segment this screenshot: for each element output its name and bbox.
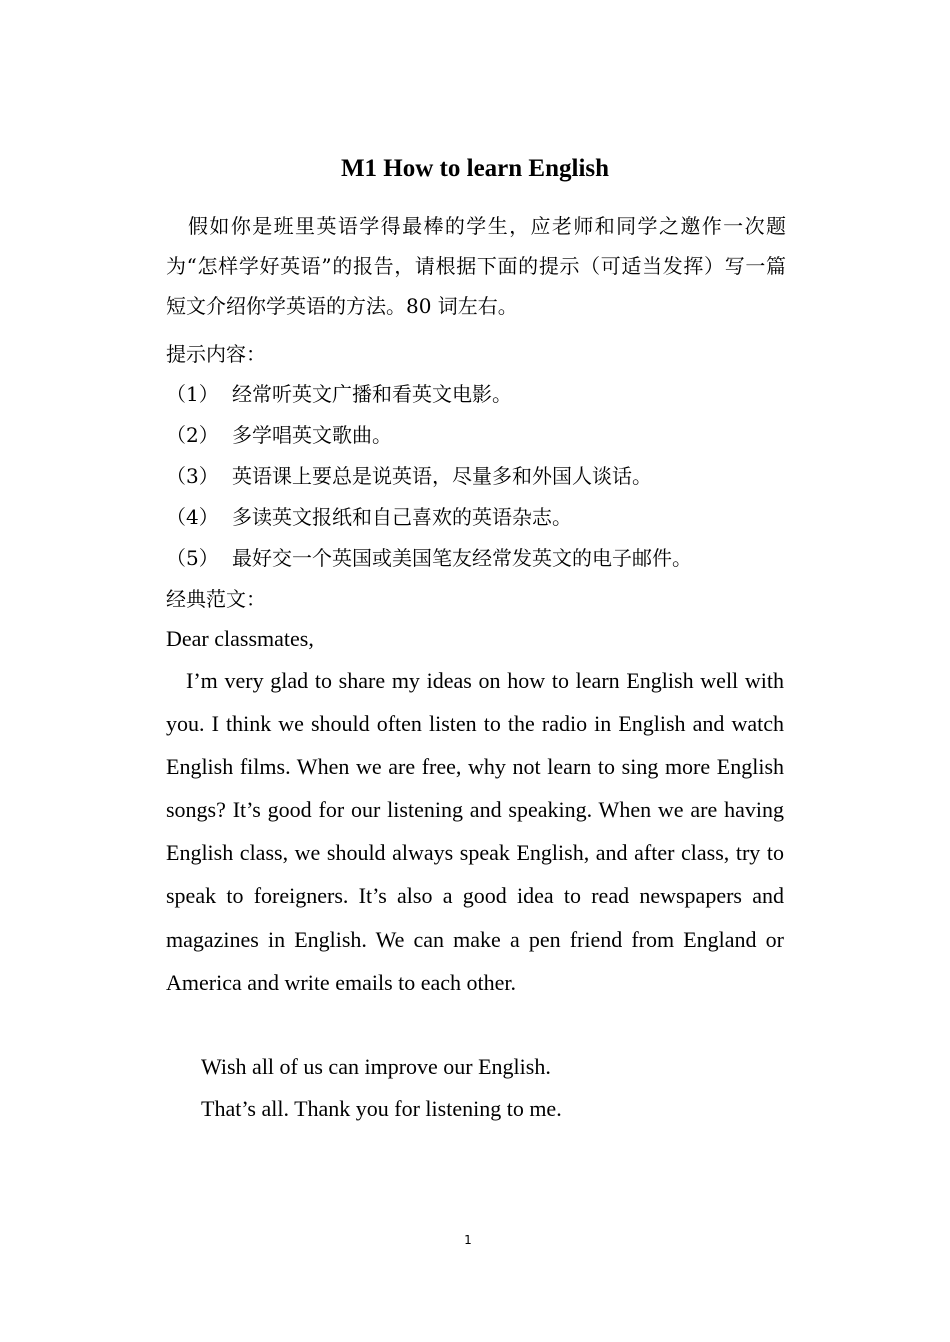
- hint-text: 多学唱英文歌曲。: [232, 423, 392, 448]
- hint-text: 最好交一个英国或美国笔友经常发英文的电子邮件。: [232, 545, 692, 570]
- hint-number: （4）: [166, 504, 219, 529]
- hint-item: [166, 456, 692, 497]
- hint-number: （5）: [166, 545, 219, 570]
- hint-number: （2）: [166, 423, 219, 448]
- hint-item: [166, 374, 692, 415]
- essay-closing-wish: Wish all of us can improve our English.: [201, 1054, 551, 1079]
- task-instructions: 假如你是班里英语学得最棒的学生，应老师和同学之邀作一次题为“怎样学好英语”的报告，请根据下面的提示（可适当发挥）写一篇短文介绍你学英语的方法。80 词左右。: [166, 214, 786, 318]
- sample-essay-label: 经典范文：: [166, 587, 266, 611]
- hint-text: 经常听英文广播和看英文电影。: [232, 382, 512, 407]
- hint-item: [166, 415, 692, 456]
- hints-label: 提示内容：: [166, 342, 266, 366]
- document-title: M1 How to learn English: [340, 155, 610, 182]
- hints-list: [166, 374, 692, 578]
- hint-number: （1）: [166, 382, 219, 407]
- hint-text: 多读英文报纸和自己喜欢的英语杂志。: [232, 504, 572, 529]
- essay-body: I’m very glad to share my ideas on how to learn English well with you. I think we should often listen to the radio in English and watch English films. When we are free, why not learn to sing more English songs? It’s good for our listening and speaking. When we are having English class, we should always speak English, and after class, try to speak to foreigners. It’s also a good idea to read newspapers and magazines in English. We can make a pen friend from England or America and write emails to each other.: [166, 668, 784, 995]
- hint-item: [166, 496, 692, 537]
- hint-item: [166, 537, 692, 578]
- hint-text: 英语课上要总是说英语，尽量多和外国人谈话。: [232, 463, 652, 488]
- essay-greeting: Dear classmates,: [166, 626, 314, 651]
- page-number: 1: [464, 1233, 472, 1247]
- hint-number: （3）: [166, 463, 219, 488]
- essay-closing-thanks: That’s all. Thank you for listening to me.: [201, 1096, 562, 1121]
